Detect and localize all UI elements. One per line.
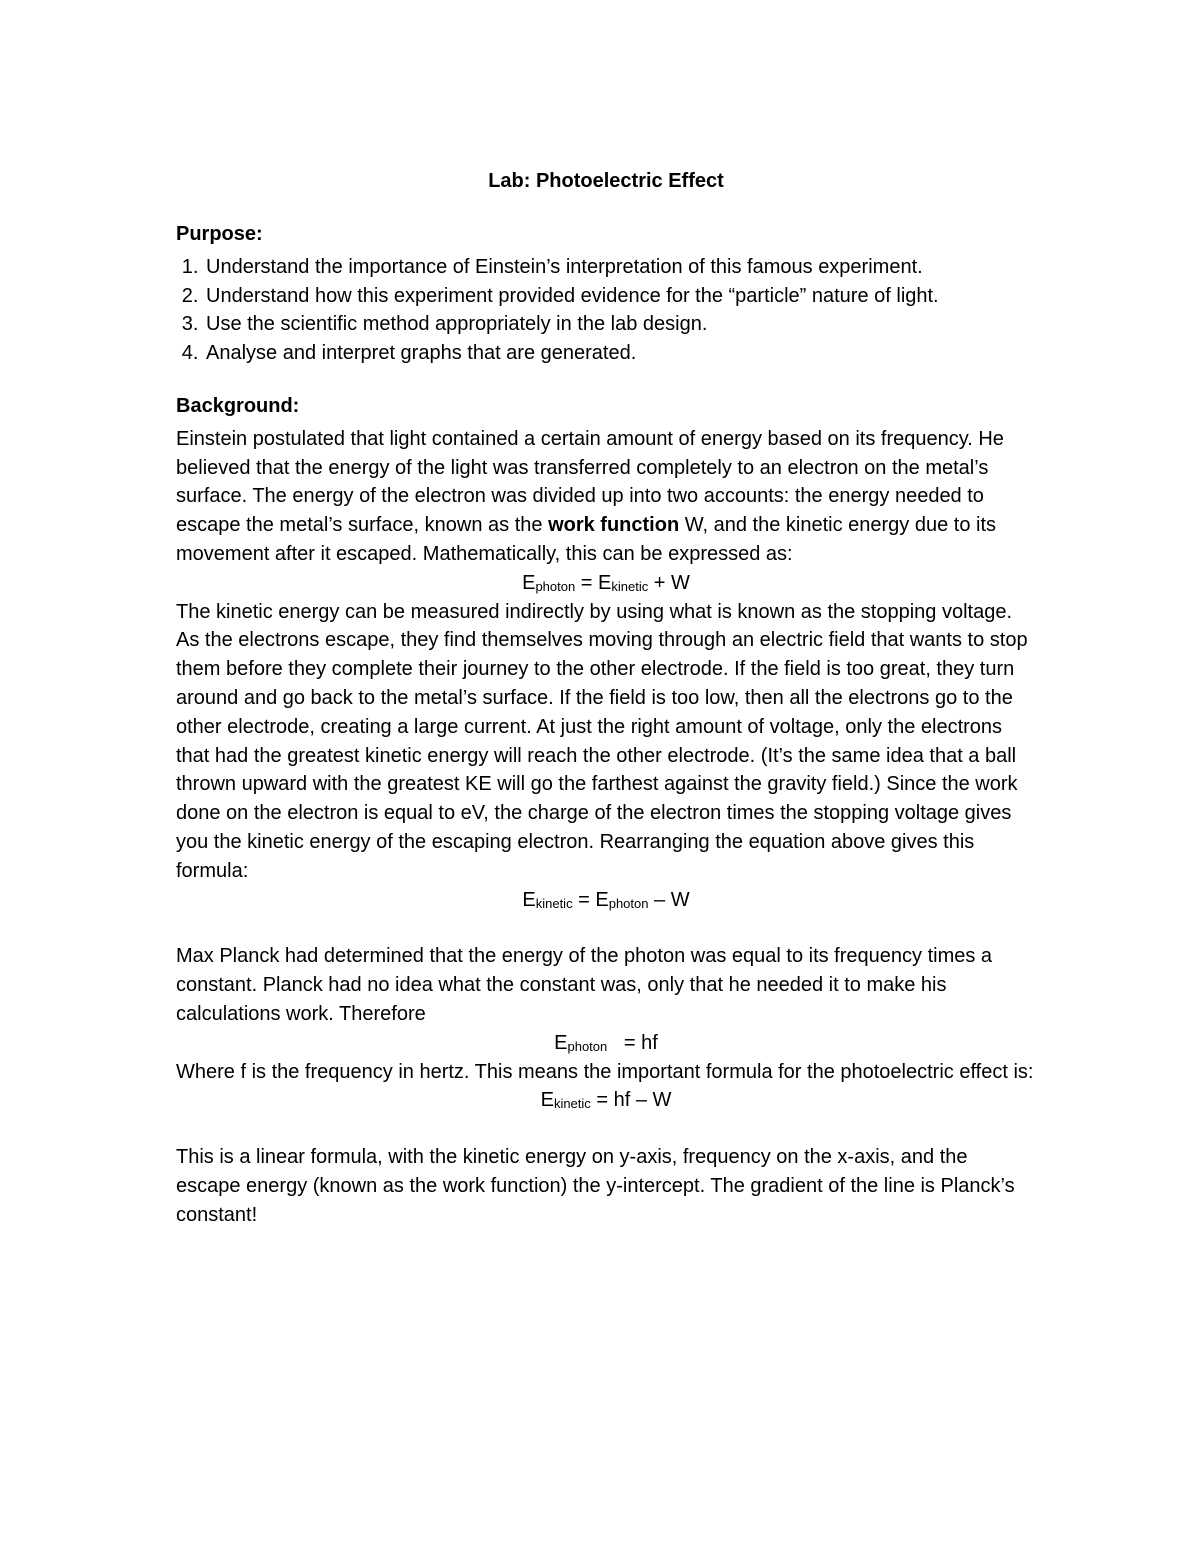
paragraph-text: W, and the kinetic energy due to its movement after it escaped. Mathematically, this can be expressed as: xyxy=(176,514,997,565)
purpose-item: 2. Understand how this experiment provided evidence for the “particle” nature of light. xyxy=(204,282,1036,311)
background-paragraph-5: This is a linear formula, with the kinetic energy on y-axis, frequency on the x-axis, and the escape energy (known as the work function) the y-intercept. The gradient of the line is Planck’s constant! xyxy=(176,1146,1015,1226)
equation-photon-energy: Ephoton = Ekinetic + W xyxy=(522,571,690,594)
subscript: kinetic xyxy=(535,895,573,911)
equation-photoelectric: Ekinetic = hf – W xyxy=(540,1089,672,1112)
subscript: photon xyxy=(567,1038,608,1054)
document-title: Lab: Photoelectric Effect xyxy=(488,170,724,192)
purpose-item: 1. Understand the importance of Einstein’s interpretation of this famous experiment. xyxy=(204,253,1036,282)
subscript: kinetic xyxy=(611,578,649,594)
purpose-item: 3. Use the scientific method appropriately in the lab design. xyxy=(204,310,1036,339)
subscript: photon xyxy=(535,578,576,594)
background-paragraph-4: Where f is the frequency in hertz. This means the important formula for the photoelectric effect is: xyxy=(176,1060,1034,1083)
background-paragraph-1 xyxy=(176,425,1036,569)
purpose-item: 4. Analyse and interpret graphs that are generated. xyxy=(204,339,1036,368)
background-heading: Background: xyxy=(176,394,300,417)
equation-kinetic-energy: Ekinetic = Ephoton – W xyxy=(522,888,690,911)
purpose-list xyxy=(176,253,1036,368)
background-paragraph-3: Max Planck had determined that the energy of the photon was equal to its frequency times a constant. Planck had no idea what the constant was, only that he needed it to make his calculations work. Therefore xyxy=(176,945,993,1025)
document-content xyxy=(176,166,1036,1230)
equation-planck: Ephoton = hf xyxy=(554,1031,658,1054)
spacer xyxy=(176,914,1036,942)
spacer xyxy=(176,1115,1036,1143)
background-paragraph-2: The kinetic energy can be measured indirectly by using what is known as the stopping voltage. As the electrons escape, they find themselves moving through an electric field that wants to stop them before they complete their journey to the other electrode. If the field is too great, they turn around and go back to the metal’s surface. If the field is too low, then all the electrons go to the other electrode, creating a large current. At just the right amount of voltage, only the electrons that had the greatest kinetic energy will reach the other electrode. (It’s the same idea that a ball thrown upward with the greatest KE will go the farthest against the gravity field.) Since the work done on the electron is equal to eV, the charge of the electron times the stopping voltage gives you the kinetic energy of the escaping electron. Rearranging the equation above gives this formula: xyxy=(176,600,1028,882)
subscript: kinetic xyxy=(553,1096,591,1112)
subscript: photon xyxy=(608,895,649,911)
work-function-term: work function xyxy=(548,514,680,537)
purpose-heading: Purpose: xyxy=(176,223,263,245)
paragraph-text: Einstein postulated that light contained a certain amount of energy based on its frequency. He believed that the energy of the light was transferred completely to an electron on the metal’s surface. The energy of the electron was divided up into two accounts: the energy needed to escape the metal’s surface, known as the xyxy=(176,427,1004,537)
